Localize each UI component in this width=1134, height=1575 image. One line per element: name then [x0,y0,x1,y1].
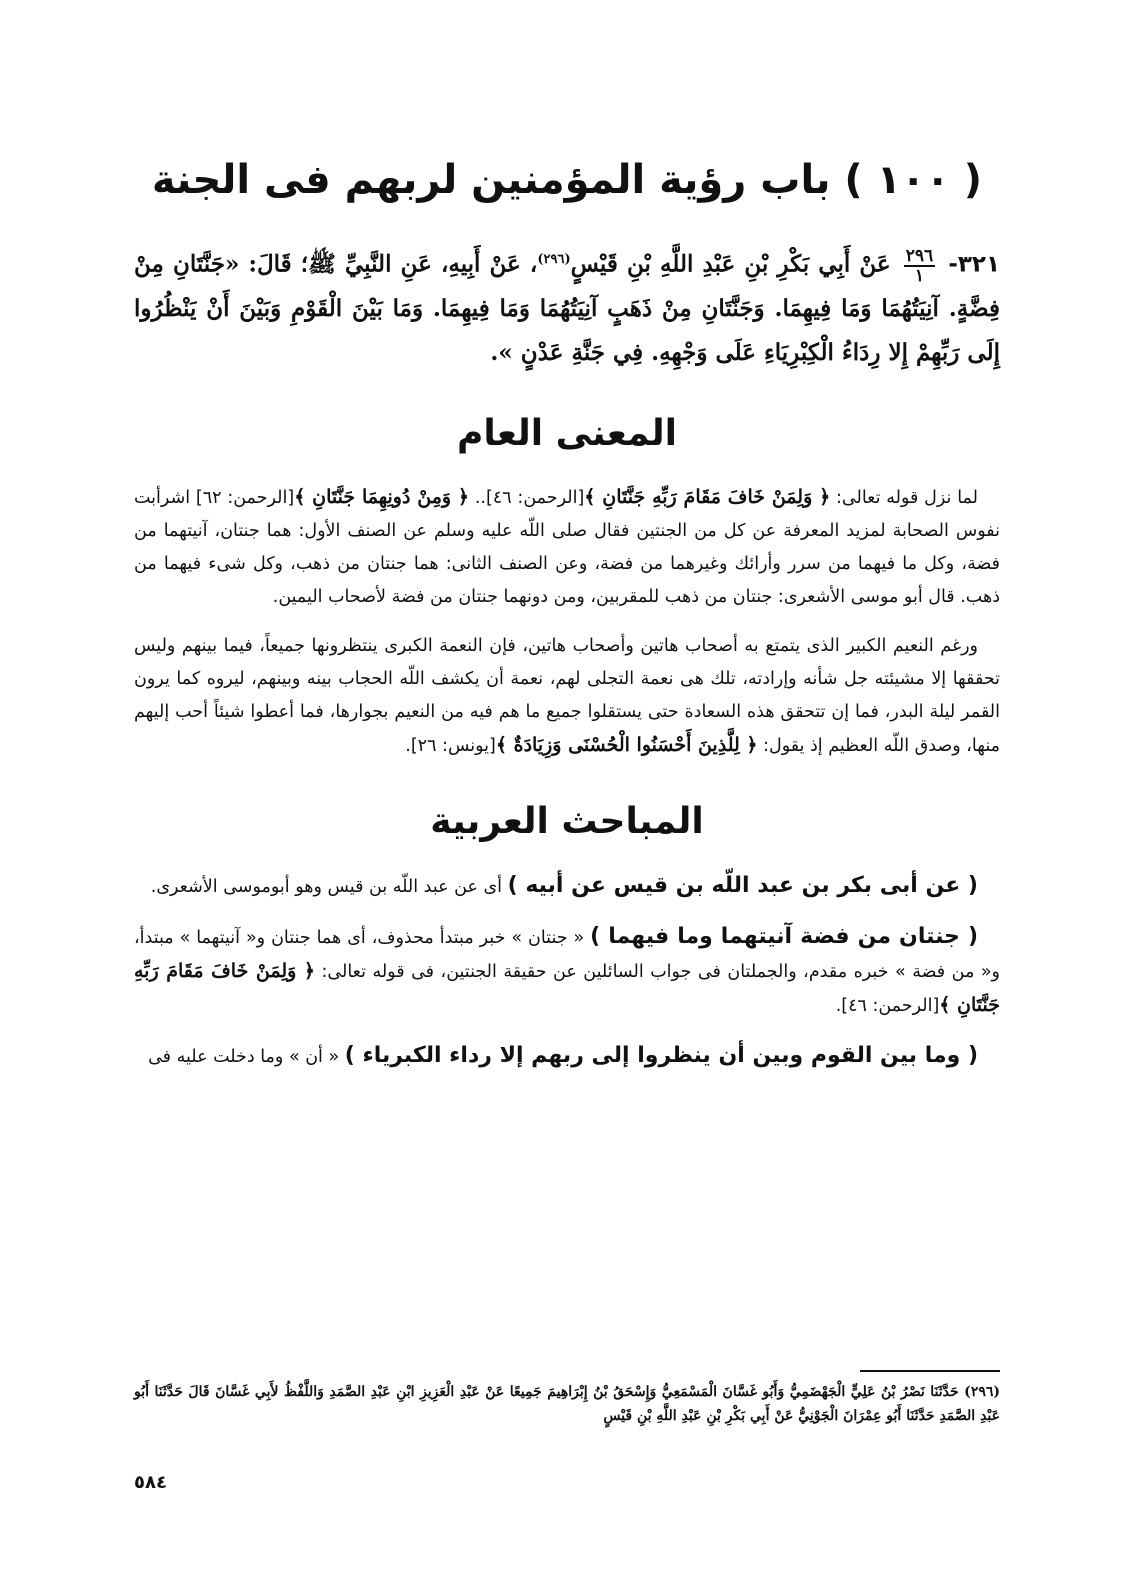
chapter-title: ( ١٠٠ ) باب رؤية المؤمنين لربهم فى الجنة [151,157,983,203]
hadith-chain: عَنْ أَبِي بَكْرِ بْنِ عَبْدِ اللَّهِ بْنِ قَيْسٍ [570,250,891,278]
fraction-bottom: ١ [914,265,925,286]
arabic-studies-entry-2 [134,920,1000,1023]
general-meaning-paragraph-2 [134,630,1000,763]
verse-reference: [الرحمن: ٤٦].. [469,487,585,508]
arabic-studies-entry-1 [134,869,1000,904]
explanation: « جنتان » خبر مبتدأ محذوف، أى هما جنتان و« آنيتهما » مبتدأ، و« من فضة » خبره مقدم، والجملتان فى جواب السائلين عن حقيقة الجنتين، فى قوله تعالى: [134,927,1000,982]
arabic-studies-entry-3 [134,1039,1000,1074]
footnote-reference[interactable]: (٢٩٦) [537,252,571,267]
footnote: (٢٩٦) حَدَّثَنَا نَصْرُ بْنُ عَلِيٍّ الْجَهْضَمِيُّ وَأَبُو غَسَّانَ الْمَسْمَعِيُّ وَإِسْحَقُ بْنُ إِبْرَاهِيمَ جَمِيعًا عَنْ عَبْدِ الْعَزِيزِ ابْنِ عَبْدِ الصَّمَدِ وَاللَّفْظُ لأَبِي غَسَّانَ قَالَ حَدَّثَنَا أَبُو عَبْدِ الصَّمَدِ حَدَّثَنَا أَبُو عِمْرَانَ الْجَوْنِيُّ عَنْ أَبِي بَكْرِ بْنِ عَبْدِ اللَّهِ بْنِ قَيْسٍ [134,1384,1000,1424]
text-run: [الرحمن: ٦٢] اشرأبت نفوس الصحابة لمزيد المعرفة عن كل من الجنتين فقال صلى اللّه عليه وسلم عن الصنف الأول: هما جنتان، آنيتهما من فضة، وكل ما فيهما من سرر وأرائك وغيرهما من فضة، وعن الصنف الثانى: هما جنتان من ذهب، وكل شىء فيهما من ذهب. قال أبو موسى الأشعرى: جنتان من ذهب للمقربين، ومن دونهما جنتان من فضة لأصحاب اليمين. [134,487,1000,607]
text-run: لما نزل قوله تعالى: [830,487,979,508]
verse-reference: [يونس: ٢٦]. [405,735,496,756]
general-meaning-title: المعنى العام [456,412,678,454]
verse-reference: [الرحمن: ٤٦]. [835,995,940,1016]
hadith-number: ٣٢١- [948,251,1001,278]
page-number: ٥٨٤ [134,1472,167,1493]
hadith-fraction [904,247,935,285]
quran-verse: ﴿ وَمِنْ دُونِهِمَا جَنَّتَانِ ﴾ [294,485,470,508]
studied-phrase: ( جنتان من فضة آنيتهما وما فيهما ) [590,923,978,949]
quran-verse: ﴿ وَلِمَنْ خَافَ مَقَامَ رَبِّهِ جَنَّتَانِ ﴾ [584,485,831,508]
hadith-text [134,238,1000,375]
studied-phrase: ( عن أبى بكر بن عبد اللّه بن قيس عن أبيه ) [507,872,978,898]
footnote-divider [860,1370,1000,1372]
text-run: ورغم النعيم الكبير الذى يتمتع به أصحاب هاتين وأصحاب هاتين، فإن النعمة الكبرى ينتظرونها جميعاً، فيما بينهم وليس تحققها إلا مشيئته جل شأنه وإرادته، تلك هى نعمة التجلى لهم، نعمة أن يكشف اللّه الحجاب بينه وبينهم، ليروه كما يرون القمر ليلة البدر، فما إن تتحقق هذه السعادة حتى يستقلوا جميع ما هم فيه من النعيم بجوارها، فما أعطوا شيئاً أحب إليهم منها، وصدق اللّه العظيم إذ يقول: [134,635,1000,756]
hadith-matn: ، عَنْ أَبِيهِ، عَنِ النَّبِيِّ ﷺ؛ قَالَ: «جَنَّتَانِ مِنْ فِضَّةٍ. آنِيَتُهُمَا وَمَا فِيهِمَا. وَجَنَّتَانِ مِنْ ذَهَبٍ آنِيَتُهُمَا وَمَا فِيهِمَا. وَمَا بَيْنَ الْقَوْمِ وَبَيْنَ أَنْ يَنْظُرُوا إِلَى رَبِّهِمْ إِلا رِدَاءُ الْكِبْرِيَاءِ عَلَى وَجْهِهِ. فِي جَنَّةِ عَدْنٍ ». [134,250,1000,366]
page-content [134,150,1000,1090]
explanation: « أن » وما دخلت عليه فى [148,1046,345,1067]
arabic-studies-title: المباحث العربية [430,800,704,842]
general-meaning-paragraph-1 [134,481,1000,614]
studied-phrase: ( وما بين القوم وبين أن ينظروا إلى ربهم إلا رداء الكبرياء ) [344,1042,978,1068]
quran-verse: ﴿ وَلِمَنْ خَافَ مَقَامَ رَبِّهِ جَنَّتَانِ ﴾ [134,959,1000,1016]
quran-verse: ﴿ لِلَّذِينَ أَحْسَنُوا الْحُسْنَى وَزِيَادَةٌ ﴾ [495,733,758,756]
explanation: أى عن عبد اللّه بن قيس وهو أبوموسى الأشعرى. [150,876,508,897]
fraction-top: ٢٩٦ [905,245,934,266]
